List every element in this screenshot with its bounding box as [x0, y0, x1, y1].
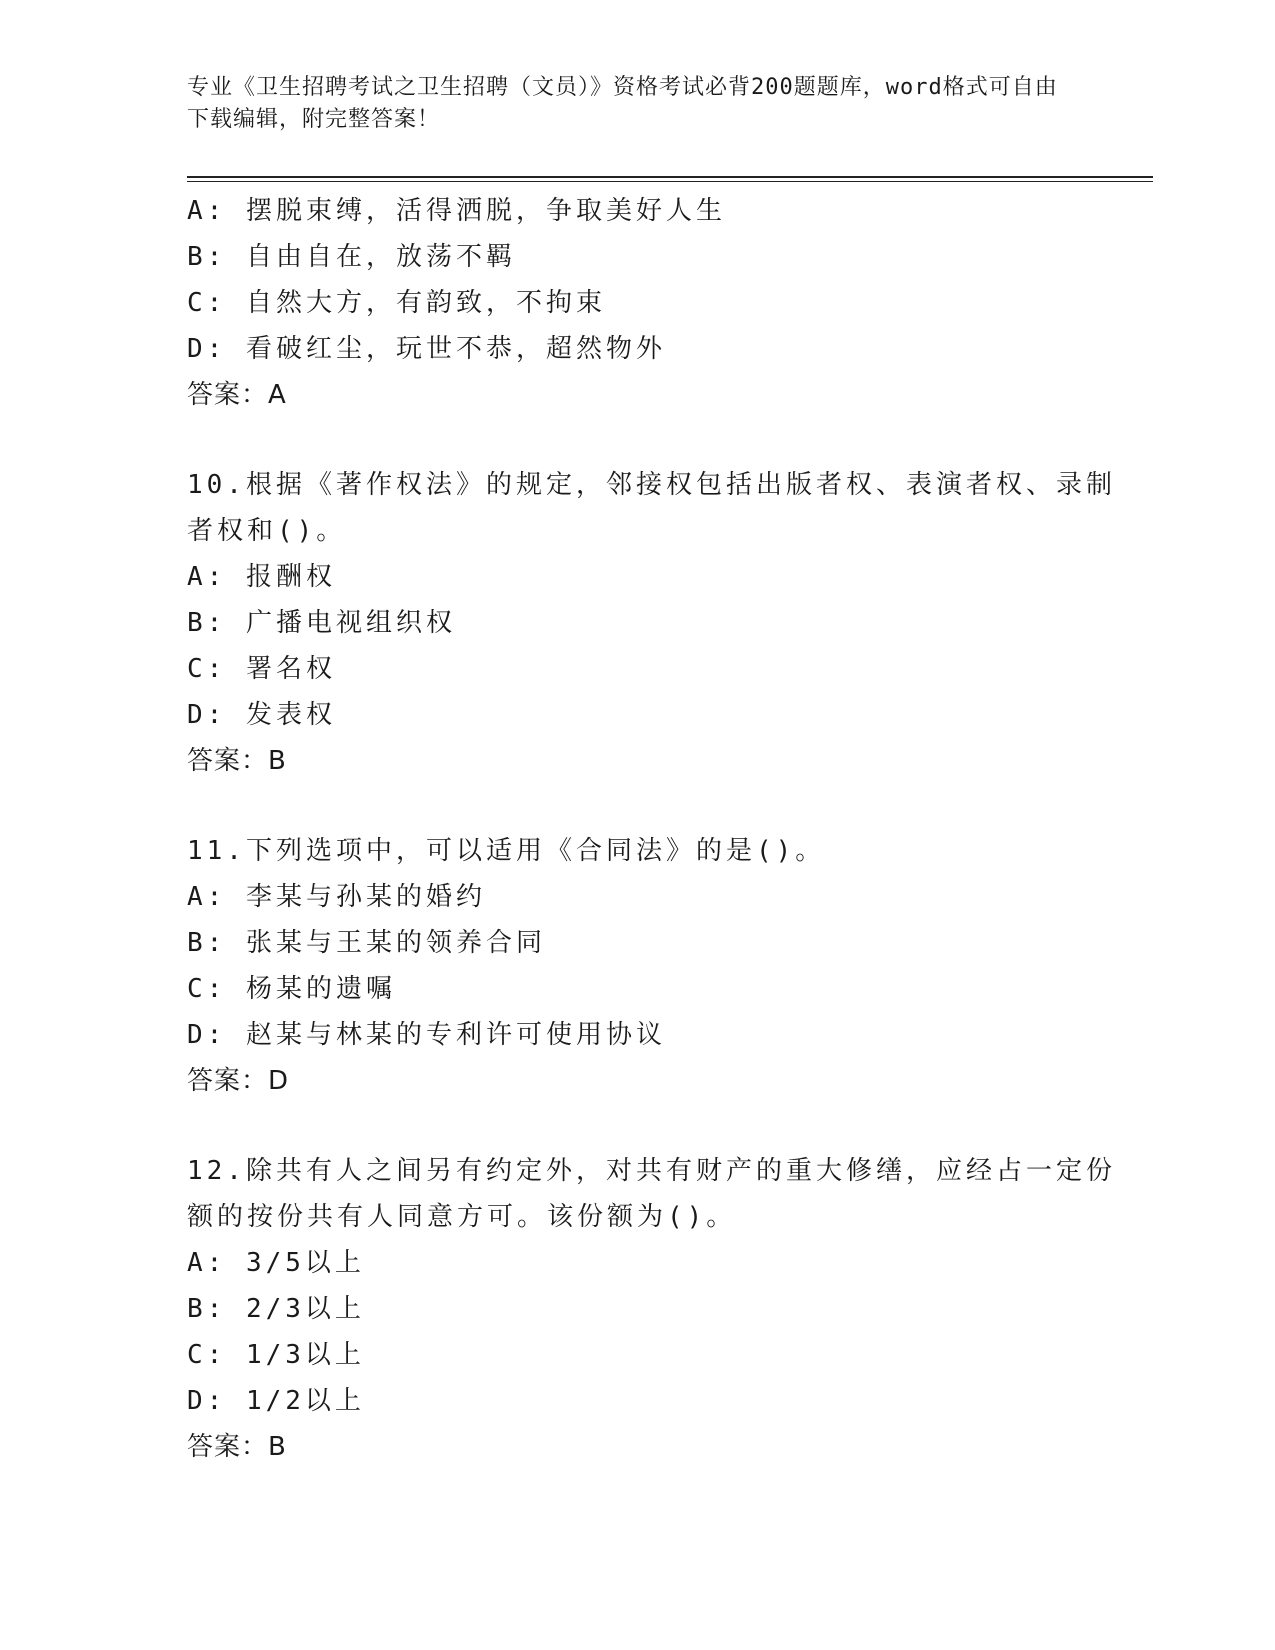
- option-b: B: 张某与王某的领养合同: [187, 928, 546, 958]
- question-text: 10.根据《著作权法》的规定，邻接权包括出版者权、表演者权、录制: [187, 470, 1116, 500]
- option-d: D: 1/2以上: [187, 1386, 365, 1416]
- option-c: C: 署名权: [187, 654, 336, 684]
- option-c: C: 1/3以上: [187, 1340, 365, 1370]
- question-text-cont: 者权和()。: [187, 516, 347, 546]
- answer-label: 答案：B: [187, 746, 287, 776]
- option-c: C: 杨某的遗嘱: [187, 974, 396, 1004]
- option-d: D: 看破红尘，玩世不恭，超然物外: [187, 334, 666, 364]
- question-text-cont: 额的按份共有人同意方可。该份额为()。: [187, 1202, 737, 1232]
- answer-label: 答案：B: [187, 1432, 287, 1462]
- question-text: 12.除共有人之间另有约定外，对共有财产的重大修缮，应经占一定份: [187, 1156, 1116, 1186]
- answer-label: 答案：A: [187, 380, 287, 410]
- option-b: B: 广播电视组织权: [187, 608, 456, 638]
- option-b: B: 自由自在，放荡不羁: [187, 242, 516, 272]
- document-header: 专业《卫生招聘考试之卫生招聘（文员）》资格考试必背200题题库，word格式可自由下载编辑，附完整答案！: [187, 75, 1058, 132]
- question-text: 11.下列选项中，可以适用《合同法》的是()。: [187, 836, 826, 866]
- option-a: A: 李某与孙某的婚约: [187, 882, 486, 912]
- answer-label: 答案：D: [187, 1066, 290, 1096]
- question-content: [187, 188, 1116, 1470]
- option-a: A: 3/5以上: [187, 1248, 365, 1278]
- option-d: D: 赵某与林某的专利许可使用协议: [187, 1020, 666, 1050]
- header-rule-thick: [187, 176, 1153, 178]
- option-c: C: 自然大方，有韵致，不拘束: [187, 288, 606, 318]
- option-a: A: 报酬权: [187, 562, 336, 592]
- option-d: D: 发表权: [187, 700, 336, 730]
- header-rule-thin: [187, 181, 1153, 182]
- option-a: A: 摆脱束缚，活得洒脱，争取美好人生: [187, 196, 726, 226]
- option-b: B: 2/3以上: [187, 1294, 365, 1324]
